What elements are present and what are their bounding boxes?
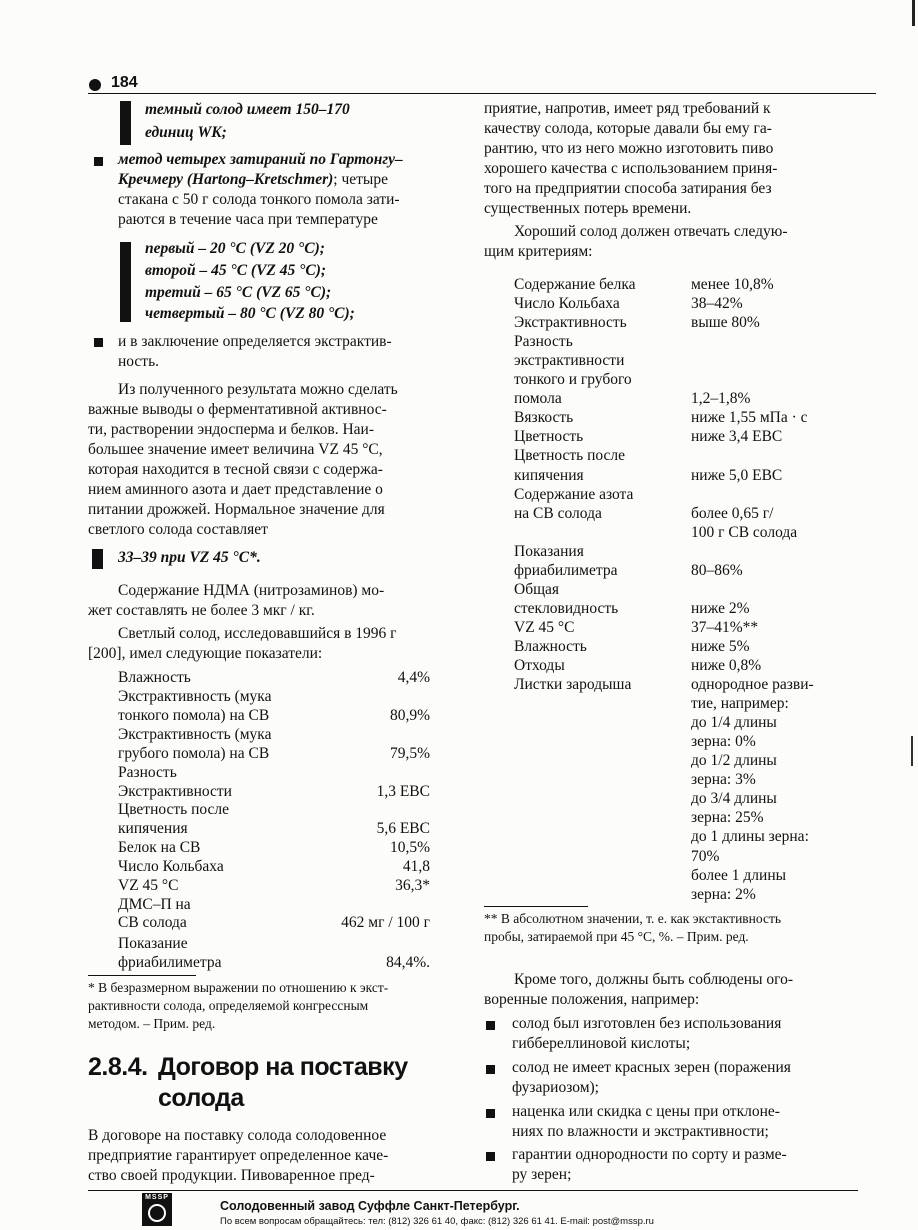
footer-contacts: По всем вопросам обращайтесь: тел: (812) 326 61 40, факс: (812) 326 61 41. E-mail: post@mssp.ru: [220, 1216, 654, 1227]
final-bullet-line-2: ность.: [118, 353, 160, 370]
bullet-icon: [94, 157, 103, 166]
method-line-2: [118, 170, 388, 190]
heading-number: 2.8.4.: [88, 1053, 148, 1081]
criteria-value: до 3/4 длины: [691, 790, 777, 808]
criteria-label: Экстрактивность: [514, 314, 627, 332]
method-line-1: метод четырех затираний по Гартонгу–: [118, 151, 403, 168]
criteria-value: до 1/4 длины: [691, 714, 777, 732]
table-row-value: 80,9%: [389, 707, 430, 724]
page-number: 184: [111, 74, 138, 91]
criteria-label: экстрактивности: [514, 352, 625, 370]
header-rule: [88, 93, 876, 94]
footer-rule: [88, 1190, 858, 1191]
paragraph-line: светлого солода составляет: [88, 521, 268, 538]
logo-text: MSSP: [145, 1194, 169, 1201]
wk-line-1: темный солод имеет 150–170: [145, 101, 350, 118]
footnote-line: пробы, затираемой при 45 °C, %. – Прим. ред.: [484, 929, 749, 944]
paragraph-line: того на предприятии способа затирания без: [484, 180, 772, 197]
paragraph-line: Из полученного результата можно сделать: [118, 381, 398, 398]
criteria-value: 70%: [691, 847, 720, 865]
table-row-label: Экстрактивности: [118, 783, 232, 800]
paragraph-line: нием аминного азота и дает представление о: [88, 481, 383, 498]
criteria-label: Цветность после: [514, 447, 626, 465]
temp-line: второй – 45 °C (VZ 45 °C);: [145, 262, 327, 279]
bullet-icon: [486, 1152, 495, 1161]
table-row-label: Белок на СВ: [118, 839, 201, 856]
page-icon: [89, 79, 101, 91]
criteria-value: 1,2–1,8%: [691, 390, 751, 408]
footnote-line: * В безразмерном выражении по отношению к экст-: [88, 980, 389, 995]
final-bullet-line-1: и в заключение определяется экстрактив-: [118, 333, 392, 350]
criteria-value: 100 г СВ солода: [691, 523, 798, 541]
footer-company: Солодовенный завод Суффле Санкт-Петербург.: [220, 1199, 520, 1213]
table-row-value: 84,4%.: [386, 954, 430, 971]
paragraph-line: хорошего качества с использованием приня-: [484, 160, 778, 177]
criteria-value: 80–86%: [691, 561, 743, 579]
paragraph-line: ство своей продукции. Пивоваренное пред-: [88, 1167, 375, 1184]
criteria-value: 37–41%**: [691, 618, 759, 636]
table-row-label: Экстрактивность (мука: [118, 726, 272, 743]
footnote-rule: [88, 975, 196, 976]
bullet-icon: [486, 1109, 495, 1118]
table-row-label: СВ солода: [118, 914, 187, 931]
method-rest: ; четыре: [333, 171, 388, 188]
bullet-icon: [486, 1065, 495, 1074]
heading-line-2: солода: [158, 1084, 244, 1112]
table-row-label: кипячения: [118, 820, 188, 837]
paragraph-line: Хороший солод должен отвечать следую-: [514, 223, 788, 240]
footnote-rule: [484, 906, 588, 907]
criteria-value: до 1/2 длины: [691, 752, 777, 770]
list-item: гарантии однородности по сорту и разме-: [512, 1146, 787, 1163]
table-row-label: Число Кольбаха: [118, 858, 224, 875]
paragraph-line: Содержание НДМА (нитрозаминов) мо-: [118, 582, 385, 599]
table-row-value: 79,5%: [389, 745, 430, 762]
table-row-value: 41,8: [402, 858, 430, 875]
table-row-label: фриабилиметра: [118, 954, 222, 971]
bullet-icon: [94, 338, 103, 347]
paragraph-line: жет составлять не более 3 мкг / кг.: [88, 602, 315, 619]
table-row-value: 36,3*: [395, 877, 430, 894]
paragraph-line: щим критериям:: [484, 243, 593, 260]
criteria-label: Влажность: [514, 637, 587, 655]
criteria-value: ниже 1,55 мПа · с: [691, 409, 808, 427]
criteria-value: более 1 длины: [691, 866, 787, 884]
table-row-label: грубого помола) на СВ: [118, 745, 270, 762]
criteria-value: однородное разви-: [691, 676, 814, 694]
list-item: наценка или скидка с цены при отклоне-: [512, 1103, 780, 1120]
criteria-label: VZ 45 °C: [514, 618, 575, 636]
footnote-line: методом. – Прим. ред.: [88, 1016, 216, 1031]
criteria-value: тие, например:: [691, 695, 789, 713]
criteria-value: 38–42%: [691, 295, 743, 313]
bullet-icon: [486, 1021, 495, 1030]
paragraph-line: приятие, напротив, имеет ряд требований к: [484, 100, 771, 117]
table-row-value: 10,5%: [389, 839, 430, 856]
table-row-label: Разность: [118, 764, 177, 781]
list-item: солод был изготовлен без использования: [512, 1015, 782, 1032]
table-row-value: 1,3 EBC: [376, 783, 430, 800]
criteria-label: помола: [514, 390, 562, 408]
heading-line-1: Договор на поставку: [158, 1053, 408, 1081]
paragraph-line: Светлый солод, исследовавшийся в 1996 г: [118, 625, 397, 642]
footnote-line: рактивности солода, определяемой конгрессным: [88, 998, 369, 1013]
quote-bar: [120, 101, 131, 145]
temp-line: третий – 65 °C (VZ 65 °C);: [145, 284, 332, 301]
company-logo: [142, 1193, 172, 1226]
criteria-label: Общая: [514, 580, 560, 598]
criteria-value: ниже 2%: [691, 599, 750, 617]
criteria-label: Цветность: [514, 428, 584, 446]
paragraph-line: существенных потерь времени.: [484, 200, 692, 217]
paragraph-line: В договоре на поставку солода солодовенное: [88, 1127, 387, 1144]
paragraph-line: большее значение имеет величина VZ 45 °C,: [88, 441, 383, 458]
paragraph-line: воренные положения, например:: [484, 991, 700, 1008]
criteria-label: Число Кольбаха: [514, 295, 620, 313]
criteria-label: Вязкость: [514, 409, 574, 427]
wk-line-2: единиц WK;: [145, 124, 227, 141]
table-row-label: Цветность после: [118, 801, 230, 818]
method-line-3: стакана с 50 г солода тонкого помола зати-: [118, 191, 400, 208]
table-row-value: 4,4%: [397, 669, 430, 686]
vz-norm: 33–39 при VZ 45 °C*.: [118, 549, 261, 566]
paragraph-line: ти, растворении эндосперма и белков. Наи-: [88, 421, 375, 438]
criteria-label: Содержание азота: [514, 485, 634, 503]
criteria-value: зерна: 3%: [691, 771, 756, 789]
paragraph-line: предприятие гарантирует определенное каче-: [88, 1147, 389, 1164]
criteria-label: Разность: [514, 333, 573, 351]
list-item: ру зерен;: [512, 1166, 572, 1183]
criteria-value: ниже 3,4 EBC: [691, 428, 783, 446]
criteria-label: стекловидность: [514, 599, 619, 617]
criteria-value: более 0,65 г/: [691, 504, 774, 522]
criteria-value: ниже 5%: [691, 637, 750, 655]
criteria-value: выше 80%: [691, 314, 760, 332]
table-row-label: Показание: [118, 935, 188, 952]
paragraph-line: качеству солода, которые давали бы ему га-: [484, 120, 772, 137]
table-row-value: 5,6 EBC: [376, 820, 430, 837]
criteria-value: зерна: 25%: [691, 809, 764, 827]
list-item: фузариозом);: [512, 1079, 599, 1096]
table-row-label: Влажность: [118, 669, 191, 686]
list-item: ниях по влажности и экстрактивности;: [512, 1123, 769, 1140]
criteria-value: до 1 длины зерна:: [691, 828, 809, 846]
scan-edge-mark: [911, 736, 913, 766]
criteria-value: менее 10,8%: [691, 276, 774, 293]
method-line-4: раются в течение часа при температуре: [118, 211, 378, 228]
quote-bar: [92, 549, 103, 569]
criteria-label: тонкого и грубого: [514, 371, 632, 389]
criteria-label: Листки зародыша: [514, 676, 632, 694]
temp-line: первый – 20 °C (VZ 20 °C);: [145, 240, 325, 257]
table-row-label: тонкого помола) на СВ: [118, 707, 270, 724]
criteria-label: фриабилиметра: [514, 561, 618, 579]
paragraph-line: рантию, что из него можно изготовить пиво: [484, 140, 774, 157]
paragraph-line: которая находится в тесной связи с содержа-: [88, 461, 383, 478]
paragraph-line: Кроме того, должны быть соблюдены ого-: [514, 971, 794, 988]
criteria-label: на СВ солода: [514, 504, 602, 522]
temp-line: четвертый – 80 °C (VZ 80 °C);: [145, 305, 355, 322]
criteria-value: зерна: 0%: [691, 733, 756, 751]
table-row-label: VZ 45 °C: [118, 877, 179, 894]
logo-emblem-icon: [148, 1204, 166, 1222]
criteria-label: Показания: [514, 542, 584, 560]
criteria-value: зерна: 2%: [691, 885, 756, 903]
criteria-value: ниже 0,8%: [691, 657, 762, 674]
criteria-value: ниже 5,0 EBC: [691, 466, 783, 484]
scan-edge-mark: [912, 0, 915, 26]
paragraph-line: важные выводы о ферментативной активнос-: [88, 401, 387, 418]
method-name: Кречмеру (Hartong–Kretschmer): [118, 171, 334, 188]
criteria-label: Отходы: [514, 657, 565, 674]
table-row-value: 462 мг / 100 г: [341, 914, 430, 931]
footnote-line: ** В абсолютном значении, т. е. как экстактивность: [484, 911, 782, 926]
criteria-label: кипячения: [514, 466, 584, 484]
list-item: солод не имеет красных зерен (поражения: [512, 1059, 791, 1076]
paragraph-line: [200], имел следующие показатели:: [88, 645, 323, 662]
paragraph-line: питании дрожжей. Нормальное значение для: [88, 501, 385, 518]
quote-bar: [120, 242, 131, 322]
criteria-label: Содержание белка: [514, 276, 636, 293]
list-item: гиббереллиновой кислоты;: [512, 1035, 691, 1052]
table-row-label: ДМС–П на: [118, 896, 191, 913]
table-row-label: Экстрактивность (мука: [118, 688, 272, 705]
